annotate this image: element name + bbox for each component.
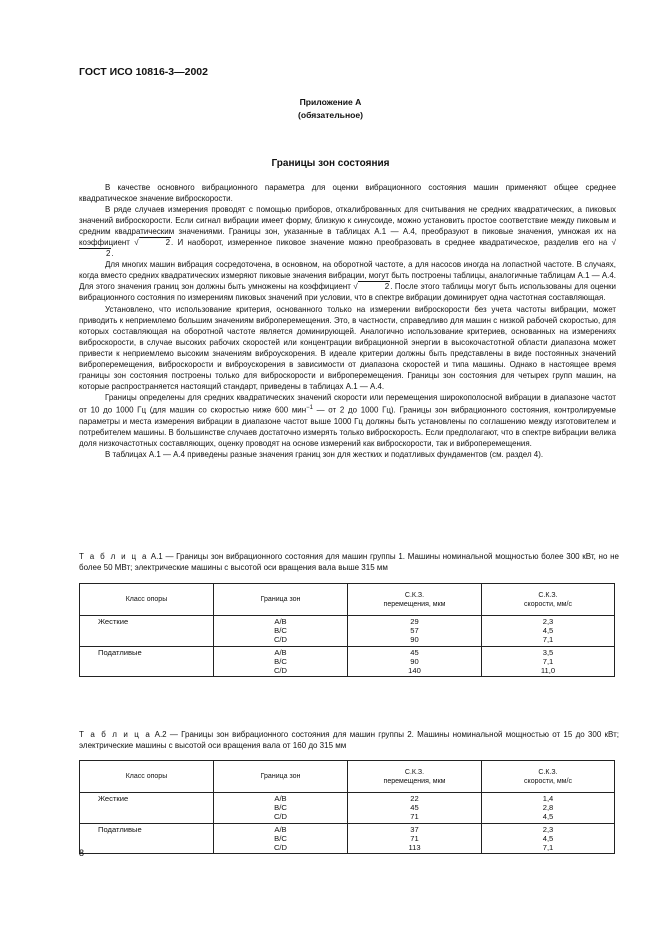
paragraph: В таблицах А.1 — А.4 приведены разные значения границ зон для жестких и податливых фундаментов (см. раздел 4).: [105, 449, 544, 459]
table-row: Жесткие A/B B/C C/D 29 57 90 2,3 4,5 7,1: [80, 616, 615, 647]
paragraph: В ряде случаев измерения проводят с помощью приборов, откалиброванных для считывания не средних квадратических, а пиковых значений виброскорости. Если сигнал вибрации имеет форму, близкую к синусоиде, можно установить простое соответствие между пиковым и средним квадратическим значениями. Границы зон, указанные в таблицах А.1 — А.4, преобразуют в пиковые значения, умножая их на коэффициент √ 2. И наоборот, измеренное пиковое значение можно преобразовать в среднее квадратическое, разделив его на √2.: [79, 205, 617, 259]
document-id: ГОСТ ИСО 10816-3—2002: [79, 66, 208, 78]
paragraph: В качестве основного вибрационного параметра для оценки вибрационного состояния машин применяют общее среднее квадратическое значение виброскорости.: [79, 183, 616, 204]
body-text: [79, 182, 616, 460]
table-2: [79, 760, 615, 854]
table-header-row: Класс опоры Граница зон С.К.З. перемещения, мкм С.К.З. скорости, мм/с: [80, 761, 615, 793]
sqrt-two: 2: [79, 248, 111, 258]
table-header-row: Класс опоры Граница зон С.К.З. перемещения, мкм С.К.З. скорости, мм/с: [80, 584, 615, 616]
section-title: Границы зон состояния: [271, 158, 390, 169]
paragraph: Для многих машин вибрация сосредоточена, в основном, на оборотной частоте, а для насосов иногда на лопастной частоте. В случаях, когда вместо средних квадратических измеряют пиковые значения вибрации, могут быть построены таблицы, аналогичные таблицам А.1 — А.4. Для этого значения границ зон должны быть умножены на коэффициент √ 2. После этого таблицы могут быть использованы для оценки вибрационного состояния по измерениям пиковых значений при условии, что в спектре вибрации доминирует одна частотная составляющая.: [79, 260, 616, 303]
table-row: Податливые A/B B/C C/D 37 71 113 2,3 4,5 7,1: [80, 823, 615, 854]
sqrt-two: 2: [139, 237, 171, 247]
table-row: Жесткие A/B B/C C/D 22 45 71 1,4 2,8 4,5: [80, 793, 615, 824]
table-1-caption: Т а б л и ц а А.1 — Границы зон вибрационного состояния для машин группы 1. Машины номинальной мощностью более 300 кВт, но не более 50 МВт; электрические машины с высотой оси вращения вала выше 315 мм: [79, 552, 619, 572]
paragraph: Установлено, что использование критерия, основанного только на измерении виброскорости без учета частоты вибрации, может приводить к неприемлемо большим значениям виброперемещения. Это, в частности, справедливо для машин с низкой рабочей скоростью, для которых составляющая на оборотной частоте является доминирующей. Аналогично использование критериев, основанных на измерениях виброскорости, в случае высоких рабочих скоростей или концентрации вибрационной энергии в высокочастотной области диапазона может привести к неприемлемо высоким значениям виброускорения. В идеале критерии должны быть представлены в виде постоянных значений виброперемещения, виброскорости и виброускорения в зависимости от диапазона скоростей и типа машины. Однако в настоящее время границы зон состояния построены только для виброскорости и виброперемещения. Границы зон состояния для четырех групп машин, на которые распространяется настоящий стандарт, приведены в таблицах А.1 — А.4.: [79, 304, 616, 391]
appendix-subtitle: (обязательное): [297, 110, 364, 120]
table-row: Податливые A/B B/C C/D 45 90 140 3,5 7,1 11,0: [80, 646, 615, 677]
appendix-title: Приложение А: [299, 97, 362, 107]
table-1: [79, 583, 615, 677]
sqrt-two: 2: [358, 281, 390, 291]
table-2-caption: Т а б л и ц а А.2 — Границы зон вибрационного состояния для машин группы 2. Машины номинальной мощностью от 15 до 300 кВт; электрические машины с высотой оси вращения вала от 160 до 315 мм: [79, 730, 619, 750]
paragraph: Границы определены для средних квадратических значений скорости или перемещения широкополосной вибрации в диапазоне частот от 10 до 1000 Гц (для машин со скоростью ниже 600 мин$^{-1}$ — от 2 до 1000 Гц). Границы зон вибрационного состояния, контролируемые параметры и места измерения вибрации в диапазоне частот выше 1000 Гц должны быть установлены по соглашению между изготовителем и потребителем машины. В большинстве случаев достаточно измерять только виброскорость. Если предполагают, что в спектре вибрации велика доля низкочастотных составляющих, оценку проводят на основе измерений как виброскорости, так и виброперемещения.: [79, 392, 616, 448]
page-number: 8: [79, 848, 85, 858]
